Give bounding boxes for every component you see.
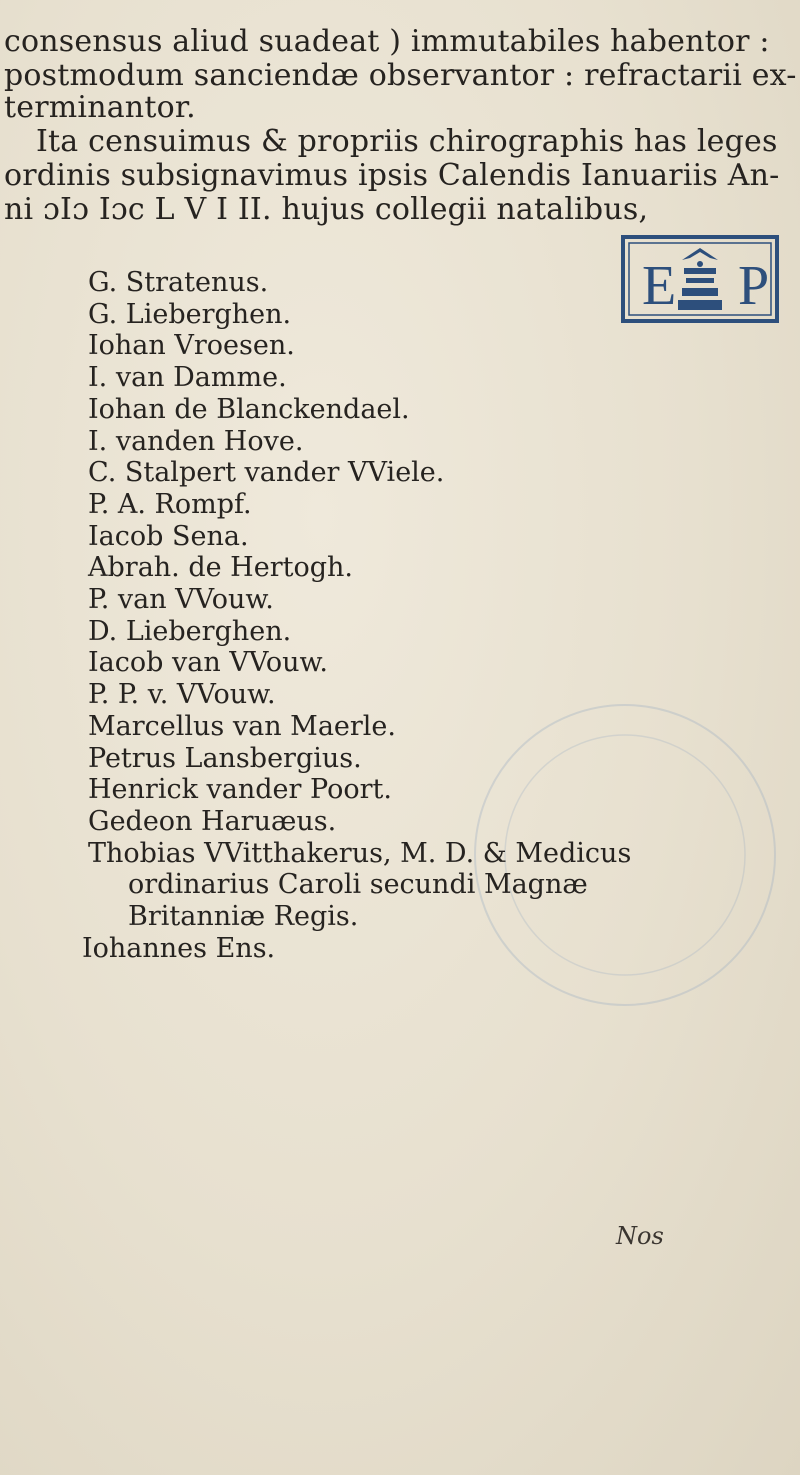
signatory: Marcellus van Maerle. [88, 710, 396, 742]
signatory: Thobias VVitthakerus, M. D. & Medicus ordinarius Caroli secundi Magnæ Britanniæ Regis. [88, 837, 632, 933]
signatory: Iohannes Ens. [82, 932, 276, 964]
catchword: Nos [616, 1222, 664, 1250]
signatory: Iohan Vroesen. [88, 330, 295, 362]
signatory: G. Stratenus. [88, 267, 269, 298]
signatory: P. van VVouw. [88, 584, 274, 616]
signatory: I. vanden Hove. [88, 425, 304, 457]
stamp-letter-p: P [738, 255, 770, 317]
signatory: Abrah. de Hertogh. [88, 552, 353, 584]
text-line: consensus aliud suadeat ) immutabiles habentor : [4, 24, 770, 59]
signatory: Henrick vander Poort. [88, 774, 392, 806]
signatory-list [82, 267, 708, 964]
signatory: P. P. v. VVouw. [88, 679, 276, 711]
signatory: Petrus Lansbergius. [88, 742, 362, 774]
signatory: G. Lieberghen. [88, 298, 292, 330]
text-line: Ita censuimus & propriis chirographis has leges [36, 124, 778, 159]
signatory: Iacob Sena. [88, 520, 249, 552]
text-line: ordinis subsignavimus ipsis Calendis Ianuariis An- [4, 158, 780, 193]
signatory: Gedeon Haruæus. [88, 805, 337, 837]
signatory: C. Stalpert vander VViele. [88, 457, 445, 489]
signatory: Iacob van VVouw. [88, 647, 328, 679]
text-line: terminantor. [4, 90, 196, 125]
signatory: P. A. Rompf. [88, 488, 252, 520]
stamp-letter-e: E [642, 255, 677, 317]
text-line: ni ɔIɔ Iɔc L V I II. hujus collegii natalibus, [4, 192, 649, 227]
signatory: D. Lieberghen. [88, 615, 292, 647]
signatory: Iohan de Blanckendael. [88, 393, 410, 425]
text-line: postmodum sanciendæ observantor : refractarii ex- [4, 58, 797, 93]
signatory: I. van Damme. [88, 362, 287, 394]
